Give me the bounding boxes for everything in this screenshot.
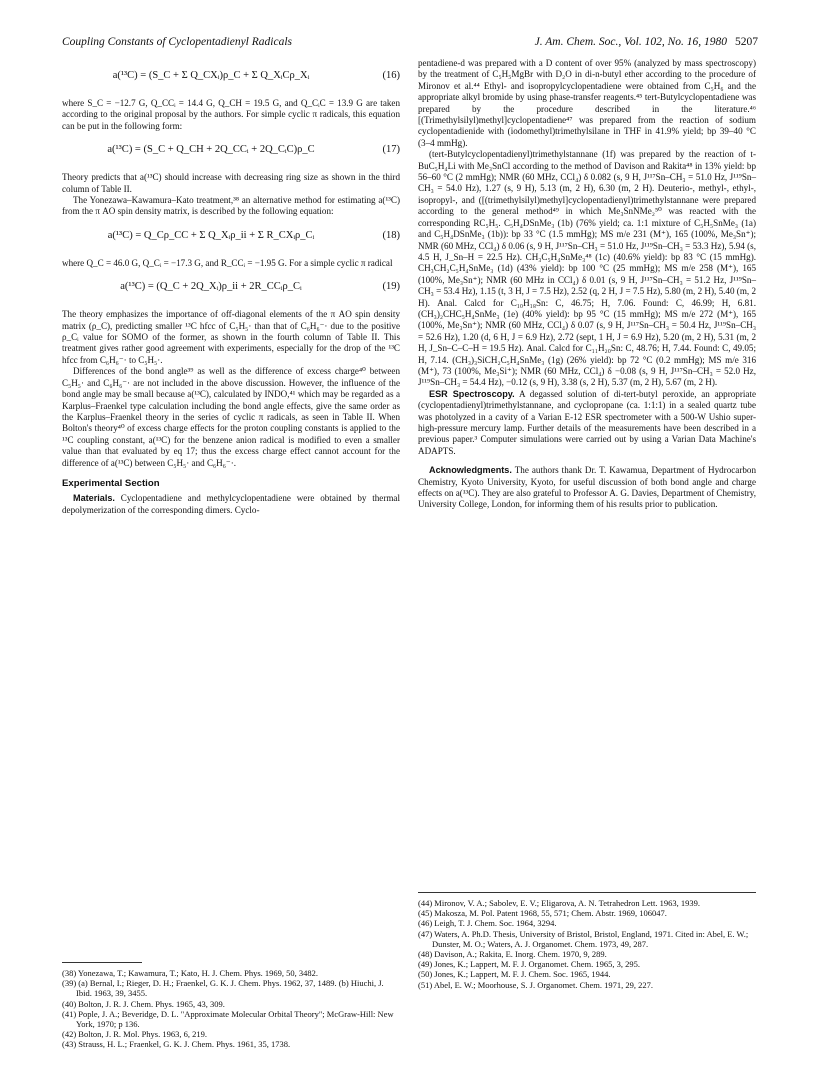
right-column	[418, 58, 756, 511]
equation-number: (17)	[382, 144, 400, 156]
references-left	[62, 968, 400, 1050]
run-in-heading: ESR Spectroscopy.	[429, 388, 515, 399]
equation-body: a(¹³C) = (Q_C + 2Q_Xᵢ)ρ_ii + 2R_CCᵢρ_Cᵢ	[120, 281, 302, 293]
equation-19	[62, 273, 400, 303]
equation-body: a(¹³C) = (S_C + Σ Q_CXᵢ)ρ_C + Σ Q_XᵢCρ_Xᵢ	[112, 70, 310, 81]
paragraph: Theory predicts that a(¹³C) should increase with decreasing ring size as shown in the third column of Table II.	[62, 172, 400, 194]
equation-number: (16)	[382, 70, 400, 81]
reference-item: (40) Bolton, J. R. J. Chem. Phys. 1965, 43, 309.	[62, 998, 225, 1009]
reference-item: (45) Makosza, M. Pol. Patent 1968, 55, 571; Chem. Abstr. 1969, 106047.	[418, 908, 667, 919]
equation-16	[62, 62, 400, 92]
reference-item: (44) Mironov, V. A.; Sabolev, E. V.; Eligarova, A. N. Tetrahedron Lett. 1963, 1939.	[418, 898, 701, 908]
run-in-heading: Materials.	[73, 493, 115, 504]
section-title: Experimental Section	[62, 477, 160, 489]
running-title: Coupling Constants of Cyclopentadienyl Radicals	[62, 36, 292, 48]
paragraph: (tert-Butylcyclopentadienyl)trimethylstannane (1f) was prepared by the reaction of t-BuC₅H₄Li with Me₃SnCl according to the method of Davison and Rakita⁴⁸ in 13% yield: bp 56–60 °C (2 mmHg); NMR (60 MHz, CCl₄) δ 0.082 (s, 9 H, J¹¹⁷Sn–CH₃ = 51.0 Hz, J¹¹⁹Sn–CH₃ = 54.0 Hz), 1.27 (s, 9 H), 5.13 (m, 2 H), 6.30 (m, 2 H). Deuterio-, methyl-, ethyl-, isopropyl-, and ([(trimethylsilyl)methyl]cyclopentadienyl)trimethylstannane were prepared according to the general method⁴⁹ in which Me₃SnNMe₂⁵⁰ was reacted with the corresponding RC₅H₅. C₅H₄DSnMe₃ (1b) (76% yield; ca. 1:1 mixture of C₅H₅SnMe₃ (1a) and C₅H₄DSnMe₃ (1b)): bp 33 °C (1.5 mmHg); MS m/e 231 (M⁺), 165 (100%, Me₃Sn⁺); NMR (60 MHz, CCl₄) δ 0.06 (s, 9 H, J¹¹⁷Sn–CH₃ = 51.0 Hz, J¹¹⁹Sn–CH₃ = 53.3 Hz), 5.94 (s, 4.5 H, J_Sn–H = 22.5 Hz). CH₃C₅H₄SnMe₃⁴⁸ (1c) (40.6% yield): bp 83 °C (15 mmHg). CH₃CH₂C₅H₄SnMe₃ (1d) (43% yield): bp 100 °C (25 mmHg); MS m/e 258 (M⁺), 165 (100%, Me₃Sn⁺); NMR (60 MHz in CCl₄) δ 0.01 (s, 9 H, J¹¹⁷Sn–CH₃ = 51.2 Hz, J¹¹⁹Sn–CH₃ = 53.4 Hz), 1.15 (t, 3 H, J = 7.5 Hz), 2.52 (q, 2 H, J = 7.5 Hz), 5.80 (m, 2 H), 5.40 (m, 2 H). Anal. Calcd for C₁₀H₁₈Sn: C, 46.75; H, 7.06. Found: C, 46.99; H, 6.81. (CH₃)₂CHC₅H₄SnMe₃ (1e) (40% yield): bp 95 °C (15 mmHg); MS m/e 272 (M⁺), 165 (100%, Me₃Sn⁺); NMR (60 MHz, CCl₄) δ 0.07 (s, 9 H, J¹¹⁷Sn–CH₃ = 50.4 Hz, J¹¹⁹Sn–CH₃ = 52.6 Hz), 1.20 (d, 6 H, J = 6.9 Hz), 2.72 (sept, 1 H, J = 6.9 Hz), 5.20 (m, 2 H), 5.31 (m, 2 H, J_Sn–C–C–H = 19.5 Hz). Anal. Calcd for C₁₁H₂₀Sn: C, 48.76; H, 7.44. Found: C, 49.05; H, 7.14. (CH₃)₃SiCH₂C₅H₄SnMe₃ (1g) (26% yield): bp 72 °C (0.2 mmHg); MS m/e 316 (M⁺), 73 (100%, Me₃Si⁺); NMR (60 MHz, CCl₄) δ −0.08 (s, 9 H, J¹¹⁷Sn–CH₃ = 52.0 Hz, J¹¹⁹Sn–CH₃ = 54.4 Hz), −0.12 (s, 9 H), 3.38 (s, 2 H), 5.37 (m, 2 H), 5.67 (m, 2 H).	[418, 149, 756, 388]
references-rule	[418, 892, 756, 893]
references-right	[418, 898, 756, 990]
left-column	[62, 58, 400, 516]
page-number: 5207	[735, 36, 758, 48]
paragraph: where Q_C = 46.0 G, Q_Cᵢ = −17.3 G, and R_CCᵢ = −1.95 G. For a simple cyclic π radical	[62, 257, 393, 268]
equation-number: (18)	[382, 229, 400, 241]
paragraph: pentadiene-d was prepared with a D content of over 95% (analyzed by mass spectroscopy) by the treatment of C₅H₅MgBr with D₂O in di-n-butyl ether according to the procedure of Mironov et al.⁴⁴ Ethyl- and isopropylcyclopentadiene were obtained from C₅H₆ and the appropriate alkyl bromide by using phase-transfer reagents.⁴⁵ tert-Butylcyclopentadiene was prepared by the procedure described in the literature.⁴⁶ [(Trimethylsilyl)methyl]cyclopentadiene⁴⁷ was prepared from the reaction of sodium cyclopentadienide with (iodomethyl)trimethylsilane in THF in 41.9% yield; bp 39–40 °C (3–4 mmHg).	[418, 58, 756, 148]
paragraph-text: A degassed solution of di-tert-butyl peroxide, an appropriate (cyclopentadienyl)trimethylstannane, and cyclopropane (ca. 1:1:1) in a sealed quartz tube was photolyzed in a cavity of a Varian E-12 ESR spectrometer with a 500-W Ushio super-high-pressure mercury lamp. Further details of the measurements have been described in a previous paper.³ Computer simulations were carried out by using a Varian Data Machine's ADAPTS.	[418, 388, 756, 456]
paragraph-text: Cyclopentadiene and methylcyclopentadiene were obtained by thermal depolymerization of the corresponding dimers. Cyclo-	[62, 493, 400, 515]
reference-item: (38) Yonezawa, T.; Kawamura, T.; Kato, H. J. Chem. Phys. 1969, 50, 3482.	[62, 968, 318, 978]
paragraph: where S_C = −12.7 G, Q_CCᵢ = 14.4 G, Q_CH = 19.5 G, and Q_CᵢC = 13.9 G are taken according to the original proposal by the authors. For simple cyclic π radicals, this equation can be put in the following form:	[62, 98, 400, 131]
page-header	[62, 36, 758, 52]
paragraph	[418, 389, 756, 457]
footnote-rule	[62, 962, 142, 963]
paragraph	[62, 493, 400, 516]
paragraph-text: The authors thank Dr. T. Kawamua, Department of Hydrocarbon Chemistry, Kyoto University, Kyoto, for useful discussion of both bond angle and charge effects on a(¹³C). They are also grateful to Professor A. G. Davies, Department of Chemistry, University College, London, for informing them of his results prior to publication.	[418, 465, 756, 510]
reference-item: (39) (a) Bernal, I.; Rieger, D. H.; Fraenkel, G. K. J. Chem. Phys. 1962, 37, 1489. (b) Hiuchi, J. Ibid. 1963, 39, 3455.	[62, 978, 384, 999]
reference-item: (50) Jones, K.; Lappert, M. F. J. Chem. Soc. 1965, 1944.	[418, 969, 611, 980]
journal-name: J. Am. Chem. Soc., Vol. 102, No. 16, 1980	[534, 36, 727, 48]
reference-item: (41) Pople, J. A.; Beveridge, D. L. "Approximate Molecular Orbital Theory"; McGraw-Hill: New York, 1970; p 136.	[62, 1008, 394, 1030]
equation-body: a(¹³C) = (S_C + Q_CH + 2Q_CCᵢ + 2Q_CᵢC)ρ_C	[107, 144, 315, 156]
equation-number: (19)	[382, 281, 400, 293]
paragraph: The Yonezawa–Kawamura–Kato treatment,³⁸ an alternative method for estimating a(¹³C) from the π AO spin density matrix, is described by the following equation:	[62, 195, 400, 217]
paragraph: The theory emphasizes the importance of off-diagonal elements of the π AO spin density matrix (ρ_C), predicting smaller ¹³C hfcc of C₅H₅· than that of C₆H₆⁻· due to the positive ρ_Cᵢ value for SOMO of the former, as shown in the fourth column of Table II. This treatment gives rather good agreement with experiments, especially for the drop of the ¹³C hfcc from C₆H₆⁻· to C₅H₅·.	[62, 309, 400, 365]
reference-item: (47) Waters, A. Ph.D. Thesis, University of Bristol, Bristol, England, 1971. Cited in: Abel, E. W.; Dunster, M. O.; Waters, A. J. Organomet. Chem. 1973, 49, 287.	[418, 928, 749, 949]
equation-18	[62, 222, 400, 252]
equation-body: a(¹³C) = Q_Cρ_CC + Σ Q_Xᵢρ_ii + Σ R_CXᵢρ_Cᵢ	[107, 229, 315, 241]
paragraph: Differences of the bond angle³⁹ as well as the difference of excess charge⁴⁰ between C₅H₅· and C₆H₆⁻· are not included in the above discussion. However, the influence of the bond angle may be small because a(¹³C), calculated by INDO,⁴¹ which may be regarded as a Karplus–Fraenkel type calculation including the bond angle effects, give the same order as the Karplus–Fraenkel theory in the series of cyclic π radicals, as seen in Table II. When Bolton's theory⁴⁰ of excess charge effects for the proton coupling constants is applied to the ¹³C coupling constant, a(¹³C) for the benzene anion radical is modified to even a smaller value than that evaluated by eq 17; thus the excess charge effect cannot account for the difference of a(¹³C) between C₅H₅· and C₆H₆⁻·.	[62, 366, 400, 468]
journal-citation	[535, 36, 758, 48]
reference-item: (43) Strauss, H. L.; Fraenkel, G. K. J. Chem. Phys. 1961, 35, 1738.	[62, 1039, 291, 1050]
reference-item: (46) Leigh, T. J. Chem. Soc. 1964, 3294.	[418, 918, 557, 929]
paragraph	[418, 465, 756, 511]
equation-17	[62, 136, 400, 166]
reference-item: (42) Bolton, J. R. Mol. Phys. 1963, 6, 219.	[62, 1029, 207, 1040]
reference-item: (48) Davison, A.; Rakita, E. Inorg. Chem. 1970, 9, 289.	[418, 949, 607, 960]
run-in-heading: Acknowledgments.	[429, 465, 512, 476]
reference-item: (49) Jones, K.; Lappert, M. F. J. Organomet. Chem. 1965, 3, 295.	[418, 959, 641, 970]
reference-item: (51) Abel, E. W.; Moorhouse, S. J. Organomet. Chem. 1971, 29, 227.	[418, 979, 653, 990]
